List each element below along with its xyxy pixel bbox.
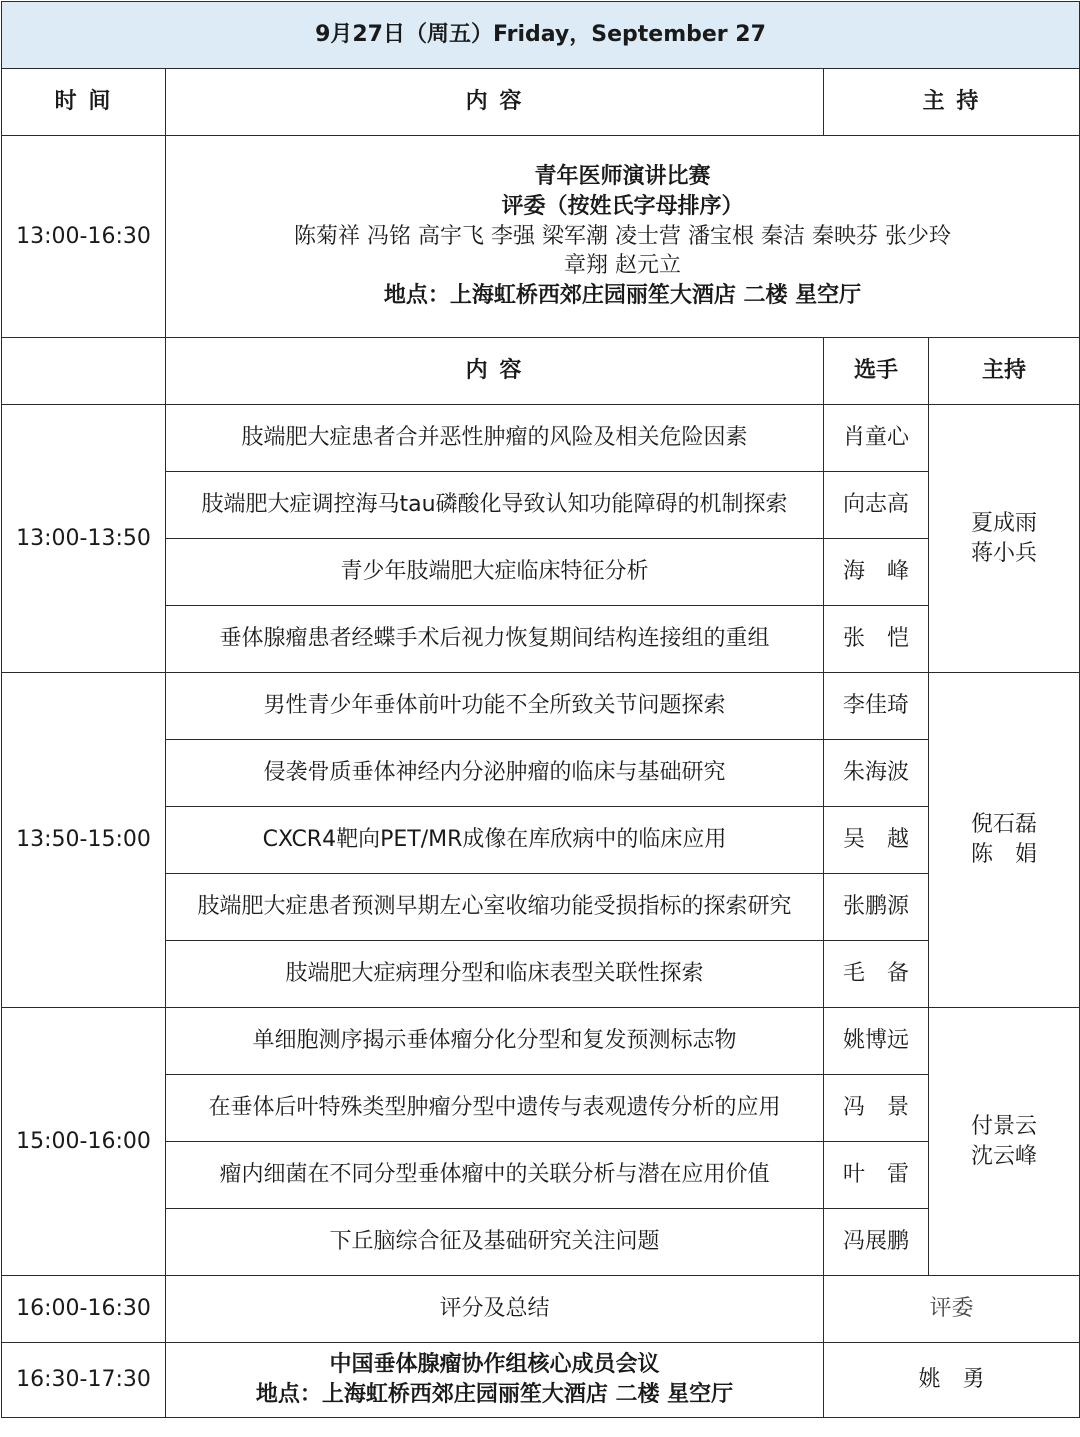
talk-title: 下丘脑综合征及基础研究关注问题 [166, 1209, 824, 1276]
subheader-speaker: 选手 [824, 338, 929, 405]
host-name: 陈 娟 [970, 842, 1037, 867]
talk-speaker: 朱海波 [824, 740, 929, 807]
talk-speaker: 李佳琦 [824, 673, 929, 740]
talk-title: 瘤内细菌在不同分型垂体瘤中的关联分析与潜在应用价值 [166, 1142, 824, 1209]
judges-line-2: 章翔 赵元立 [564, 253, 681, 279]
talk-speaker: 冯展鹏 [824, 1209, 929, 1276]
competition-title: 青年医师演讲比赛 [534, 164, 711, 190]
competition-info [166, 136, 1080, 338]
talk-speaker: 叶 雷 [824, 1142, 929, 1209]
judges-heading: 评委（按姓氏字母排序） [501, 193, 744, 219]
judges-line-1: 陈菊祥 冯铭 高宇飞 李强 梁军潮 凌士营 潘宝根 秦洁 秦映芬 张少玲 [294, 223, 951, 249]
col-content-header: 内 容 [166, 69, 824, 136]
talk-speaker: 向志高 [824, 472, 929, 539]
talk-row [2, 1008, 1080, 1075]
talk-speaker: 姚博远 [824, 1008, 929, 1075]
session-2-time: 13:50-15:00 [2, 673, 166, 1008]
session-1-time: 13:00-13:50 [2, 405, 166, 673]
host-name: 夏成雨 [970, 510, 1037, 536]
subheader-blank [2, 338, 166, 405]
talk-title: 青少年肢端肥大症临床特征分析 [166, 539, 824, 606]
talk-title: 单细胞测序揭示垂体瘤分化分型和复发预测标志物 [166, 1008, 824, 1075]
session-3-time: 15:00-16:00 [2, 1008, 166, 1276]
summary-time: 16:00-16:30 [2, 1276, 166, 1343]
host-name: 蒋小兵 [970, 540, 1037, 566]
session-1-hosts [929, 405, 1080, 673]
host-name: 倪石磊 [970, 812, 1037, 838]
meeting-title: 中国垂体腺瘤协作组核心成员会议 [329, 1352, 660, 1378]
host-name: 沈云峰 [970, 1143, 1037, 1169]
col-time-header: 时 间 [2, 69, 166, 136]
meeting-venue: 地点：上海虹桥西郊庄园丽笙大酒店 二楼 星空厅 [255, 1382, 734, 1407]
talk-row [2, 673, 1080, 740]
talk-title: 垂体腺瘤患者经蝶手术后视力恢复期间结构连接组的重组 [166, 606, 824, 673]
talk-row [2, 405, 1080, 472]
talk-title: 侵袭骨质垂体神经内分泌肿瘤的临床与基础研究 [166, 740, 824, 807]
meeting-host: 姚 勇 [824, 1343, 1080, 1418]
meeting-row [2, 1343, 1080, 1418]
talk-speaker: 海 峰 [824, 539, 929, 606]
competition-venue: 地点：上海虹桥西郊庄园丽笙大酒店 二楼 星空厅 [383, 283, 862, 309]
talk-title: 肢端肥大症病理分型和临床表型关联性探索 [166, 941, 824, 1008]
session-2-hosts [929, 673, 1080, 1008]
schedule-table [1, 1, 1080, 1418]
summary-content: 评分及总结 [166, 1276, 824, 1343]
header-row [2, 2, 1080, 69]
talk-title: 肢端肥大症患者预测早期左心室收缩功能受损指标的探索研究 [166, 874, 824, 941]
host-name: 付景云 [970, 1113, 1037, 1139]
talk-title: 在垂体后叶特殊类型肿瘤分型中遗传与表观遗传分析的应用 [166, 1075, 824, 1142]
subheader-host: 主持 [929, 338, 1080, 405]
column-header-row [2, 69, 1080, 136]
summary-row [2, 1276, 1080, 1343]
talk-speaker: 张 恺 [824, 606, 929, 673]
talk-speaker: 毛 备 [824, 941, 929, 1008]
talk-speaker: 冯 景 [824, 1075, 929, 1142]
session-3-hosts [929, 1008, 1080, 1276]
summary-host: 评委 [824, 1276, 1080, 1343]
talk-speaker: 吴 越 [824, 807, 929, 874]
subheader-row [2, 338, 1080, 405]
talk-title: 肢端肥大症患者合并恶性肿瘤的风险及相关危险因素 [166, 405, 824, 472]
talk-title: CXCR4靶向PET/MR成像在库欣病中的临床应用 [166, 807, 824, 874]
competition-row [2, 136, 1080, 338]
col-host-header: 主 持 [824, 69, 1080, 136]
talk-title: 男性青少年垂体前叶功能不全所致关节问题探索 [166, 673, 824, 740]
talk-title: 肢端肥大症调控海马tau磷酸化导致认知功能障碍的机制探索 [166, 472, 824, 539]
competition-time: 13:00-16:30 [2, 136, 166, 338]
talk-speaker: 张鹏源 [824, 874, 929, 941]
day-title: 9月27日（周五）Friday，September 27 [2, 2, 1080, 69]
talk-speaker: 肖童心 [824, 405, 929, 472]
subheader-content: 内 容 [166, 338, 824, 405]
meeting-time: 16:30-17:30 [2, 1343, 166, 1418]
meeting-info [166, 1343, 824, 1418]
